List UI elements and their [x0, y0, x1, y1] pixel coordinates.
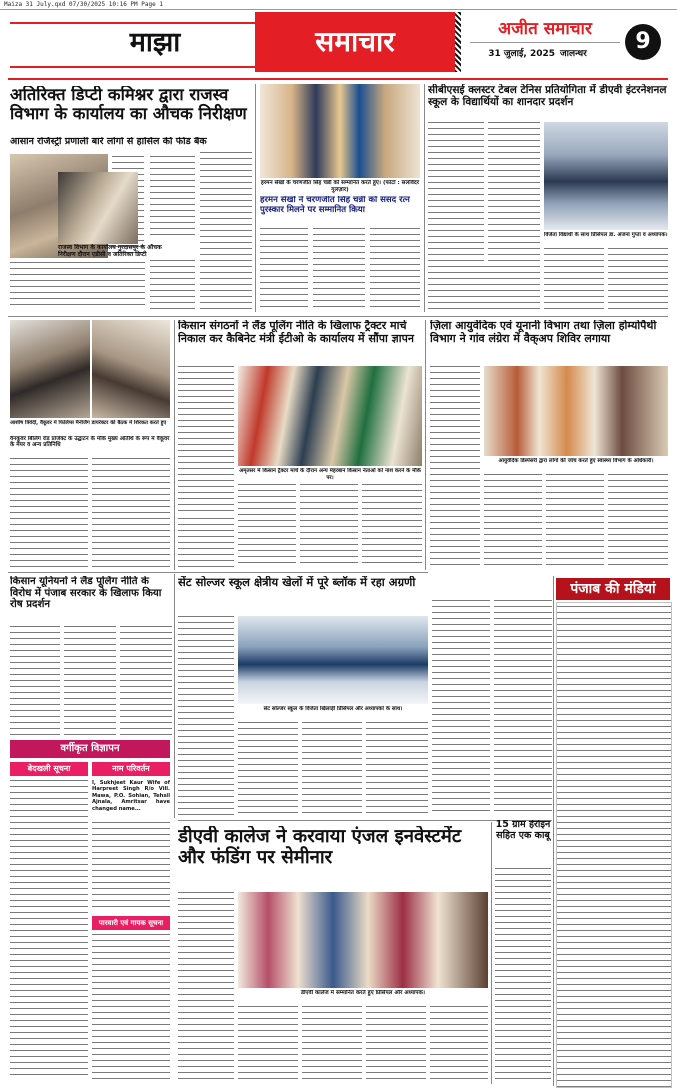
story2-col3 — [370, 228, 420, 312]
story6-col1b — [430, 510, 480, 568]
story9-col2 — [238, 1006, 298, 1082]
classified-tab-eviction: बेदखली सूचना — [10, 762, 88, 776]
story1-col2b — [150, 260, 195, 310]
classified-col3 — [92, 934, 170, 1080]
story7-photo — [238, 616, 428, 704]
col-rule-7 — [491, 822, 492, 1084]
story1-col3 — [200, 152, 252, 310]
story3-col2 — [488, 122, 540, 262]
story7-col5 — [432, 600, 490, 816]
mandi-list — [556, 602, 672, 1088]
story5-col4 — [362, 484, 422, 568]
row-rule-2 — [8, 572, 428, 573]
col-rule-4 — [425, 320, 426, 570]
story9-caption: डीएवी कालेज में सम्मानित करते हुए प्रिंसिपल और अध्यापक। — [300, 990, 426, 996]
mandi-title: पंजाब की मंडियां — [556, 578, 670, 600]
story1-headline: अतिरिक्त डिप्टी कमिश्नर द्वारा राजस्व विभाग के कार्यालय का औचक निरीक्षण — [10, 86, 247, 123]
story10-col — [495, 868, 551, 1082]
page-number-badge: 9 — [625, 24, 661, 60]
story4-photo2 — [92, 320, 170, 418]
story3-col4 — [608, 248, 668, 312]
story1-photo2 — [58, 172, 138, 244]
col-rule-1 — [255, 84, 256, 312]
story6-photo — [484, 366, 668, 456]
story6-col4 — [608, 474, 668, 568]
story2-col2 — [313, 228, 365, 312]
masthead-left-title: माझा — [129, 27, 181, 58]
story3-col3 — [544, 248, 604, 312]
story6-col1 — [430, 366, 480, 506]
story1-subhead: आसान रजिस्ट्री प्रणाली बारे लोगों से हासिल की फीड बैक — [10, 137, 207, 147]
story6-headline: ज़िला आयुर्वेदिक एवं यूनानी विभाग तथा ज़िला होम्योपैथी विभाग ने गांव लंग्रेरा में वैक्अप शिविर लगाया — [430, 320, 657, 345]
story3-col1b — [428, 266, 540, 312]
story5-col1 — [178, 366, 234, 514]
story4-photo1 — [10, 320, 90, 418]
story9-photo — [238, 892, 488, 988]
story7-col3 — [302, 722, 362, 816]
story9-col1 — [178, 892, 234, 1082]
story8-col1 — [10, 626, 60, 736]
story6-col2 — [484, 474, 542, 568]
story6-caption: आयुर्वेदिक डिस्पेंसरी द्वारा लोगों की जांच करते हुए स्वास्थ्य विभाग के अधिकारी। — [498, 458, 654, 464]
story2-photo-caption: हरमन सेखों के चरणजीत सिंह चन्नी को सम्मानित करते हुए। (फोटो : सलविंदर गुलज़ार) — [260, 180, 420, 193]
story9-col5 — [430, 1006, 488, 1082]
story1-col2 — [150, 156, 195, 238]
classified-header: वर्गीकृत विज्ञापन — [10, 740, 170, 758]
story2-col1 — [260, 228, 308, 312]
story6-col3 — [546, 474, 604, 568]
story4-bold-note: वैनकूवर बिलिंग रोड प्रोजेक्ट के उद्घाटन के मौके मुख्य अतिथि के रूप में वैंकूवर के मेयर व अन्य प्रतिनिधि — [10, 436, 170, 449]
masthead-stripe — [455, 12, 461, 72]
col-rule-2 — [424, 84, 425, 312]
col-rule-3 — [174, 320, 175, 570]
story9-col3 — [302, 1006, 362, 1082]
story9-headline: डीएवी कालेज ने करवाया एंजल इनवेस्टमेंट और फंडिंग पर सेमीनार — [178, 826, 462, 869]
story8-col2 — [64, 626, 116, 736]
story4-col1 — [10, 458, 88, 568]
story2-photo — [260, 84, 420, 178]
col-rule-6 — [553, 576, 554, 1086]
story7-col2 — [238, 722, 298, 816]
story7-col4 — [366, 722, 428, 816]
story3-photo-caption: विजेता विद्यार्थी के साथ प्रिंसिपल डा. अंजना गुप्ता व अध्यापक। — [544, 232, 668, 238]
paper-name: अजीत समाचार — [470, 16, 620, 43]
story5-col1b — [178, 518, 234, 568]
story1-photo-caption: राजस्व विभाग के कार्यालय गुरदासपुर के औचक निरीक्षण दौरान एडीसी व अतिरिक्त डिप्टी — [58, 244, 162, 258]
story2-headline: हरमन सेखों ने चरणजीत सिंह चन्नी को संसद रत्न पुरस्कार मिलने पर सम्मानित किया — [260, 196, 410, 215]
story5-headline: किसान संगठनों ने लैंड पूलिंग नीति के खिलाफ ट्रैक्टर मार्च निकाल कर कैबिनेट मंत्री ईटीओ के कार्यालय में सौंपा ज्ञापन — [178, 320, 414, 345]
classified-ad-text: I, Sukhjeet Kaur Wife of Harpreet Singh R/o Vill. Mawa, P.O. Sohian, Tehsil Ajnala, Amritsar have changed name... — [92, 780, 170, 812]
masthead — [0, 12, 677, 72]
story3-headline: सीबीएसई क्लस्टर टेबल टेनिस प्रतियोगिता में डीएवी इंटरनेशनल स्कूल के विद्यार्थियों का शानदार प्रदर्शन — [428, 84, 667, 109]
col-rule-5 — [174, 574, 175, 818]
classified-col1 — [10, 780, 88, 1080]
story7-col1 — [178, 616, 234, 816]
masthead-right-title: समाचार — [315, 25, 395, 58]
story5-col3 — [300, 484, 358, 568]
story3-photo — [544, 122, 668, 230]
row-rule-1 — [8, 316, 668, 317]
story8-headline: किसान यूनियनों ने लैंड पूलिंग नीति के विरोध में पंजाब सरकार के खिलाफ किया रोष प्रदर्शन — [10, 576, 162, 611]
edition-date: 31 जुलाई, 2025 — [488, 49, 555, 59]
story9-col4 — [366, 1006, 426, 1082]
story5-photo — [238, 366, 422, 466]
story1-col1b — [10, 262, 145, 310]
print-slug: Maiza 31 July.qxd 07/30/2025 10:16 PM Page 1 — [0, 0, 677, 10]
classified-col2 — [92, 822, 170, 912]
story8-col3 — [120, 626, 172, 736]
story4-caption: आशीष त्रिवेदी, वैंकूवर में फिलिप्स मैनेजिंग डायरेक्टर की बैठक में शिरकत करते हुए — [10, 420, 167, 426]
edition-city: जालन्धर — [560, 49, 587, 59]
masthead-rule — [8, 78, 668, 80]
story7-caption: सेंट सोल्जर स्कूल के विजेता खिलाड़ी प्रिंसिपल और अध्यापकों के साथ। — [263, 706, 403, 712]
story5-caption: अमृतसर में किसान ट्रैक्टर मार्च के दौरान अन्य मेहरबान किसान नेताओं को नाश करने के मौके पर। — [239, 468, 421, 481]
story7-col6 — [494, 600, 552, 816]
story4-col2 — [92, 458, 170, 568]
story5-col2 — [238, 484, 296, 568]
story10-headline: 15 ग्राम हेरोइन सहित एक काबू — [495, 820, 551, 841]
classified-tab-namechange: नाम परिवर्तन — [92, 762, 170, 776]
classified-tab-singer: पारवारी एवं गायक सूचना — [92, 916, 170, 930]
story7-headline: सेंट सोल्जर स्कूल क्षेत्रीय खेलों में पूरे ब्लॉक में रहा अग्रणी — [178, 576, 416, 589]
story3-col1 — [428, 122, 484, 262]
